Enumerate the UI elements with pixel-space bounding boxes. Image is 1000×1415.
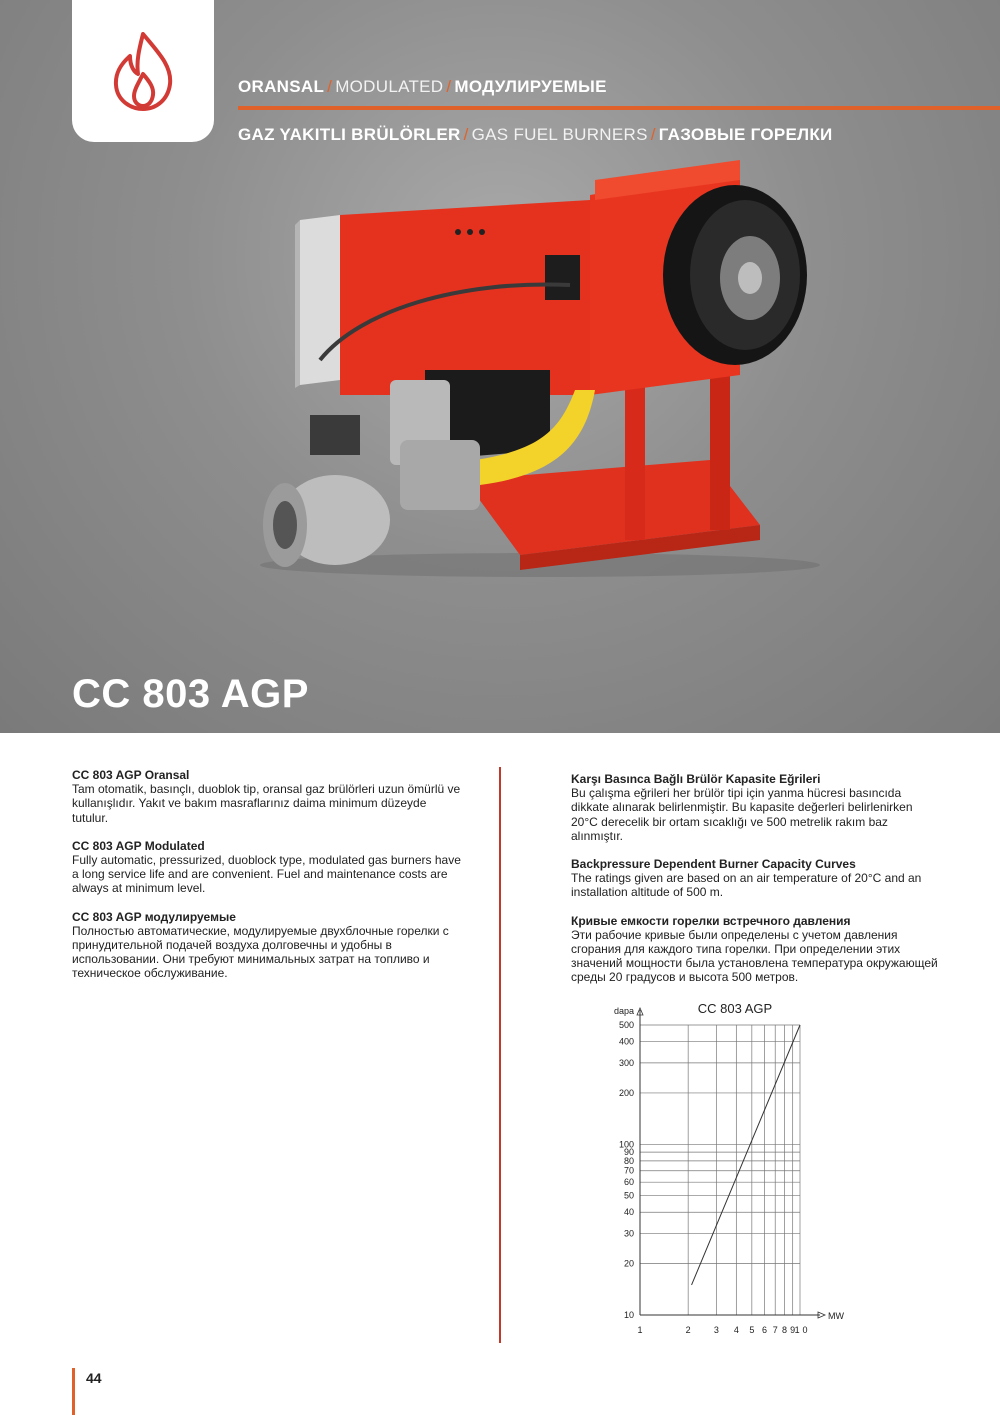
chart-x-tick-label: 9 <box>790 1325 796 1335</box>
product-model-title: CC 803 AGP <box>72 672 309 716</box>
description-block-ru <box>72 910 464 981</box>
chart-y-tick-label: 50 <box>623 1190 634 1201</box>
flame-icon <box>110 30 176 112</box>
capacity-text: The ratings given are based on an air temperature of 20°C and an installation altitude of 500 m. <box>571 871 922 900</box>
description-column <box>72 768 464 995</box>
category-tab <box>72 0 214 142</box>
capacity-heading: Karşı Basınca Bağlı Brülör Kapasite Eğrileri <box>571 772 821 786</box>
chart-y-tick-label: 40 <box>623 1207 634 1218</box>
type-en: GAS FUEL BURNERS <box>471 125 648 144</box>
chart-series-line <box>692 1025 800 1285</box>
header-rule <box>238 106 1000 110</box>
burner-photo <box>240 160 820 580</box>
chart-x-tick-label: 6 <box>761 1325 768 1335</box>
capacity-text: Bu çalışma eğrileri her brülör tipi için yanma hücresi basıncıda dikkate alınarak belirlenmiştir. Bu kapasite değerleri belirlenirken 20°C derecelik bir ortam sıcaklığı ve 500 metrelik rakım baz alınmıştır. <box>571 786 913 843</box>
chart-x-tick-label: 7 <box>772 1325 778 1335</box>
chart-x-tick-label: 3 <box>713 1325 719 1335</box>
product-type-title: GAZ YAKITLI BRÜLÖRLER / GAS FUEL BURNERS / ГАЗОВЫЕ ГОРЕЛКИ <box>238 125 833 144</box>
chart-y-tick-label: 500 <box>618 1020 634 1030</box>
description-block-tr <box>72 768 464 825</box>
chart-y-tick-label: 70 <box>623 1165 634 1176</box>
description-heading: CC 803 AGP Modulated <box>72 838 205 853</box>
chart-x-tick-label: 4 <box>733 1325 739 1335</box>
capacity-block-tr <box>571 772 941 843</box>
category-ru: МОДУЛИРУЕМЫЕ <box>454 77 607 96</box>
chart-y-label: dapa <box>613 1006 634 1016</box>
capacity-text: Эти рабочие кривые были определены с учетом давления сгорания для каждого типа горелки. При определении этих значений мощности была установлена температура окружающей среды 20 градусов и высота 500 метров. <box>571 927 938 985</box>
capacity-block-ru <box>571 914 941 985</box>
description-text: Полностью автоматические, модулируемые двухблочные горелки с принудительной подачей воздуха долговечны и удобны в использовании. Они требуют минимальных затрат на топливо и техническое обслуживание. <box>72 923 449 981</box>
chart-x-tick-label: 8 <box>781 1325 788 1335</box>
type-ru: ГАЗОВЫЕ ГОРЕЛКИ <box>658 125 833 144</box>
chart-y-tick-label: 400 <box>618 1036 634 1047</box>
chart-y-tick-label: 90 <box>623 1147 634 1158</box>
chart-x-tick-label: 5 <box>749 1325 755 1335</box>
chart-y-tick-label: 10 <box>623 1310 634 1320</box>
type-tr: GAZ YAKITLI BRÜLÖRLER <box>238 125 461 144</box>
chart-y-tick-label: 60 <box>623 1177 634 1188</box>
chart-y-tick-label: 20 <box>623 1258 634 1269</box>
category-title: ORANSAL / MODULATED / МОДУЛИРУЕМЫЕ <box>238 77 607 96</box>
chart-y-tick-label: 300 <box>618 1057 634 1068</box>
capacity-chart <box>600 995 850 1345</box>
column-divider <box>499 767 501 1343</box>
chart-y-tick-label: 100 <box>618 1139 634 1150</box>
capacity-block-en <box>571 857 941 900</box>
description-block-en <box>72 839 464 896</box>
chart-title: CC 803 AGP <box>697 1001 773 1016</box>
chart-x-tick-label: 1 <box>794 1325 800 1335</box>
description-text: Tam otomatik, basınçlı, duoblok tip, oransal gaz brülörleri uzun ömürlü ve kullanışlıdır. Yakıt ve bakım masraflarınız daima minimum düzeyde tutulur. <box>72 782 461 825</box>
page-number-bar <box>72 1368 75 1415</box>
category-en: MODULATED <box>335 77 444 96</box>
capacity-heading: Backpressure Dependent Burner Capacity Curves <box>571 857 856 872</box>
description-text: Fully automatic, pressurized, duoblock type, modulated gas burners have a long service life and are convenient. Fuel and maintenance costs are always at minimum level. <box>72 853 461 896</box>
chart-x-tick-label: 1 <box>637 1325 643 1335</box>
chart-y-tick-label: 200 <box>618 1087 634 1098</box>
capacity-column <box>571 772 941 999</box>
chart-y-tick-label: 30 <box>623 1228 634 1239</box>
chart-y-tick-label: 80 <box>623 1155 634 1166</box>
chart-x-tick-label: 0 <box>802 1325 808 1335</box>
chart-x-label: MW <box>828 1311 844 1321</box>
page-number: 44 <box>86 1370 102 1386</box>
category-tr: ORANSAL <box>238 77 325 96</box>
description-heading: CC 803 AGP Oransal <box>72 768 190 782</box>
chart-x-tick-label: 2 <box>685 1325 691 1335</box>
description-heading: CC 803 AGP модулируемые <box>72 909 236 924</box>
capacity-heading: Кривые емкости горелки встречного давления <box>571 913 851 928</box>
